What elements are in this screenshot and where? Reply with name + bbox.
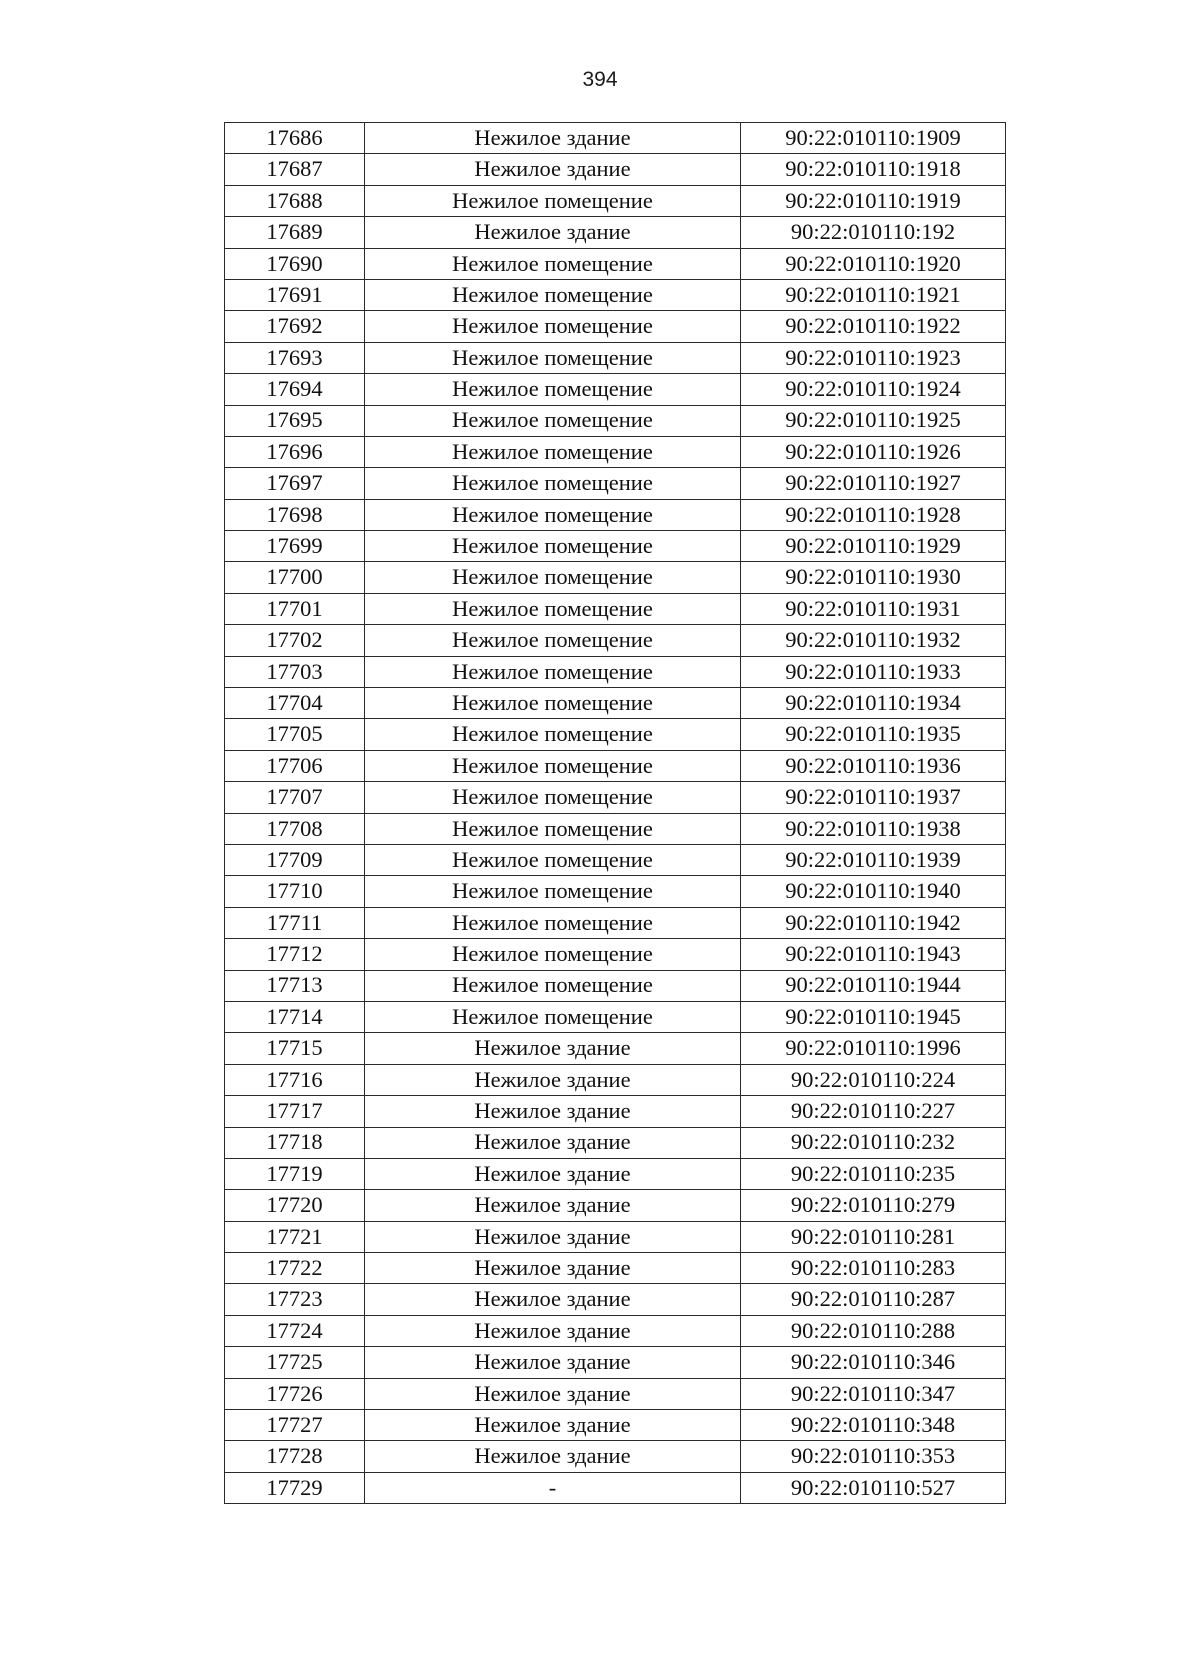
- row-number-cell: 17717: [225, 1096, 365, 1127]
- table-row: [225, 217, 1006, 248]
- table-row: [225, 1033, 1006, 1064]
- cadastral-number-cell: 90:22:010110:348: [741, 1410, 1006, 1441]
- object-type-cell: Нежилое помещение: [365, 813, 741, 844]
- row-number-cell: 17697: [225, 468, 365, 499]
- row-number-cell: 17721: [225, 1221, 365, 1252]
- cadastral-number-cell: 90:22:010110:1927: [741, 468, 1006, 499]
- object-type-cell: Нежилое здание: [365, 154, 741, 185]
- object-type-cell: Нежилое здание: [365, 217, 741, 248]
- row-number-cell: 17696: [225, 436, 365, 467]
- table-row: [225, 1315, 1006, 1346]
- cadastral-number-cell: 90:22:010110:347: [741, 1378, 1006, 1409]
- cadastral-number-cell: 90:22:010110:1943: [741, 939, 1006, 970]
- table-row: [225, 1001, 1006, 1032]
- row-number-cell: 17712: [225, 939, 365, 970]
- table-row: [225, 154, 1006, 185]
- cadastral-number-cell: 90:22:010110:1934: [741, 688, 1006, 719]
- object-type-cell: Нежилое помещение: [365, 562, 741, 593]
- object-type-cell: Нежилое помещение: [365, 342, 741, 373]
- object-type-cell: -: [365, 1472, 741, 1503]
- table-row: [225, 656, 1006, 687]
- row-number-cell: 17711: [225, 907, 365, 938]
- table-row: [225, 625, 1006, 656]
- object-type-cell: Нежилое помещение: [365, 405, 741, 436]
- table-row: [225, 688, 1006, 719]
- cadastral-number-cell: 90:22:010110:1920: [741, 248, 1006, 279]
- table-row: [225, 1253, 1006, 1284]
- page-number: 394: [582, 68, 618, 91]
- table-body: [225, 123, 1006, 1504]
- table-row: [225, 1378, 1006, 1409]
- row-number-cell: 17726: [225, 1378, 365, 1409]
- table-row: [225, 876, 1006, 907]
- cadastral-number-cell: 90:22:010110:1923: [741, 342, 1006, 373]
- cadastral-number-cell: 90:22:010110:1935: [741, 719, 1006, 750]
- object-type-cell: Нежилое помещение: [365, 719, 741, 750]
- object-type-cell: Нежилое помещение: [365, 625, 741, 656]
- row-number-cell: 17713: [225, 970, 365, 1001]
- object-type-cell: Нежилое помещение: [365, 970, 741, 1001]
- cadastral-number-cell: 90:22:010110:232: [741, 1127, 1006, 1158]
- row-number-cell: 17693: [225, 342, 365, 373]
- object-type-cell: Нежилое здание: [365, 1441, 741, 1472]
- object-type-cell: Нежилое помещение: [365, 374, 741, 405]
- cadastral-number-cell: 90:22:010110:1921: [741, 279, 1006, 310]
- row-number-cell: 17718: [225, 1127, 365, 1158]
- object-type-cell: Нежилое помещение: [365, 185, 741, 216]
- table-row: [225, 1221, 1006, 1252]
- object-type-cell: Нежилое помещение: [365, 750, 741, 781]
- object-type-cell: Нежилое здание: [365, 1347, 741, 1378]
- object-type-cell: Нежилое помещение: [365, 593, 741, 624]
- row-number-cell: 17689: [225, 217, 365, 248]
- object-type-cell: Нежилое помещение: [365, 782, 741, 813]
- table-row: [225, 907, 1006, 938]
- table-row: [225, 405, 1006, 436]
- table-row: [225, 436, 1006, 467]
- property-registry-table: [224, 122, 1006, 1504]
- row-number-cell: 17692: [225, 311, 365, 342]
- object-type-cell: Нежилое помещение: [365, 1001, 741, 1032]
- cadastral-number-cell: 90:22:010110:1924: [741, 374, 1006, 405]
- row-number-cell: 17720: [225, 1190, 365, 1221]
- row-number-cell: 17691: [225, 279, 365, 310]
- table-row: [225, 342, 1006, 373]
- table-row: [225, 123, 1006, 154]
- object-type-cell: Нежилое помещение: [365, 876, 741, 907]
- object-type-cell: Нежилое помещение: [365, 436, 741, 467]
- cadastral-number-cell: 90:22:010110:1938: [741, 813, 1006, 844]
- table-row: [225, 374, 1006, 405]
- table-row: [225, 311, 1006, 342]
- object-type-cell: Нежилое помещение: [365, 311, 741, 342]
- object-type-cell: Нежилое здание: [365, 1253, 741, 1284]
- cadastral-number-cell: 90:22:010110:1928: [741, 499, 1006, 530]
- cadastral-number-cell: 90:22:010110:1937: [741, 782, 1006, 813]
- object-type-cell: Нежилое здание: [365, 1190, 741, 1221]
- row-number-cell: 17724: [225, 1315, 365, 1346]
- object-type-cell: Нежилое помещение: [365, 279, 741, 310]
- object-type-cell: Нежилое здание: [365, 1315, 741, 1346]
- cadastral-number-cell: 90:22:010110:1931: [741, 593, 1006, 624]
- table-row: [225, 1096, 1006, 1127]
- row-number-cell: 17688: [225, 185, 365, 216]
- cadastral-number-cell: 90:22:010110:1942: [741, 907, 1006, 938]
- row-number-cell: 17714: [225, 1001, 365, 1032]
- row-number-cell: 17710: [225, 876, 365, 907]
- table-row: [225, 248, 1006, 279]
- table-row: [225, 1441, 1006, 1472]
- row-number-cell: 17723: [225, 1284, 365, 1315]
- table-row: [225, 499, 1006, 530]
- object-type-cell: Нежилое помещение: [365, 499, 741, 530]
- table-row: [225, 719, 1006, 750]
- cadastral-number-cell: 90:22:010110:1919: [741, 185, 1006, 216]
- cadastral-number-cell: 90:22:010110:1909: [741, 123, 1006, 154]
- cadastral-number-cell: 90:22:010110:1996: [741, 1033, 1006, 1064]
- object-type-cell: Нежилое здание: [365, 123, 741, 154]
- object-type-cell: Нежилое помещение: [365, 939, 741, 970]
- cadastral-number-cell: 90:22:010110:1926: [741, 436, 1006, 467]
- object-type-cell: Нежилое помещение: [365, 688, 741, 719]
- cadastral-number-cell: 90:22:010110:281: [741, 1221, 1006, 1252]
- row-number-cell: 17695: [225, 405, 365, 436]
- cadastral-number-cell: 90:22:010110:283: [741, 1253, 1006, 1284]
- cadastral-number-cell: 90:22:010110:1944: [741, 970, 1006, 1001]
- row-number-cell: 17715: [225, 1033, 365, 1064]
- object-type-cell: Нежилое здание: [365, 1284, 741, 1315]
- table-row: [225, 844, 1006, 875]
- row-number-cell: 17700: [225, 562, 365, 593]
- object-type-cell: Нежилое здание: [365, 1064, 741, 1095]
- table-row: [225, 531, 1006, 562]
- row-number-cell: 17706: [225, 750, 365, 781]
- cadastral-number-cell: 90:22:010110:287: [741, 1284, 1006, 1315]
- cadastral-number-cell: 90:22:010110:346: [741, 1347, 1006, 1378]
- cadastral-number-cell: 90:22:010110:279: [741, 1190, 1006, 1221]
- cadastral-number-cell: 90:22:010110:227: [741, 1096, 1006, 1127]
- object-type-cell: Нежилое помещение: [365, 907, 741, 938]
- table-row: [225, 970, 1006, 1001]
- object-type-cell: Нежилое здание: [365, 1096, 741, 1127]
- cadastral-number-cell: 90:22:010110:1933: [741, 656, 1006, 687]
- table-row: [225, 1472, 1006, 1503]
- table-row: [225, 1064, 1006, 1095]
- row-number-cell: 17709: [225, 844, 365, 875]
- object-type-cell: Нежилое здание: [365, 1378, 741, 1409]
- table-row: [225, 1284, 1006, 1315]
- table-row: [225, 813, 1006, 844]
- row-number-cell: 17725: [225, 1347, 365, 1378]
- row-number-cell: 17729: [225, 1472, 365, 1503]
- table-row: [225, 185, 1006, 216]
- row-number-cell: 17686: [225, 123, 365, 154]
- cadastral-number-cell: 90:22:010110:192: [741, 217, 1006, 248]
- cadastral-number-cell: 90:22:010110:353: [741, 1441, 1006, 1472]
- table-row: [225, 750, 1006, 781]
- object-type-cell: Нежилое помещение: [365, 531, 741, 562]
- table-row: [225, 1347, 1006, 1378]
- row-number-cell: 17699: [225, 531, 365, 562]
- cadastral-number-cell: 90:22:010110:1922: [741, 311, 1006, 342]
- table-row: [225, 279, 1006, 310]
- object-type-cell: Нежилое помещение: [365, 844, 741, 875]
- cadastral-number-cell: 90:22:010110:1932: [741, 625, 1006, 656]
- table-row: [225, 1127, 1006, 1158]
- cadastral-number-cell: 90:22:010110:1945: [741, 1001, 1006, 1032]
- row-number-cell: 17690: [225, 248, 365, 279]
- cadastral-number-cell: 90:22:010110:224: [741, 1064, 1006, 1095]
- row-number-cell: 17716: [225, 1064, 365, 1095]
- object-type-cell: Нежилое здание: [365, 1158, 741, 1189]
- table-row: [225, 939, 1006, 970]
- row-number-cell: 17708: [225, 813, 365, 844]
- cadastral-number-cell: 90:22:010110:1930: [741, 562, 1006, 593]
- object-type-cell: Нежилое помещение: [365, 656, 741, 687]
- row-number-cell: 17707: [225, 782, 365, 813]
- row-number-cell: 17698: [225, 499, 365, 530]
- object-type-cell: Нежилое здание: [365, 1410, 741, 1441]
- table-row: [225, 1158, 1006, 1189]
- table-row: [225, 1410, 1006, 1441]
- cadastral-number-cell: 90:22:010110:1939: [741, 844, 1006, 875]
- object-type-cell: Нежилое здание: [365, 1127, 741, 1158]
- table-row: [225, 468, 1006, 499]
- object-type-cell: Нежилое помещение: [365, 248, 741, 279]
- table-row: [225, 782, 1006, 813]
- row-number-cell: 17728: [225, 1441, 365, 1472]
- cadastral-number-cell: 90:22:010110:288: [741, 1315, 1006, 1346]
- cadastral-number-cell: 90:22:010110:1940: [741, 876, 1006, 907]
- row-number-cell: 17705: [225, 719, 365, 750]
- table-row: [225, 1190, 1006, 1221]
- row-number-cell: 17727: [225, 1410, 365, 1441]
- object-type-cell: Нежилое здание: [365, 1221, 741, 1252]
- row-number-cell: 17701: [225, 593, 365, 624]
- object-type-cell: Нежилое помещение: [365, 468, 741, 499]
- row-number-cell: 17694: [225, 374, 365, 405]
- cadastral-number-cell: 90:22:010110:527: [741, 1472, 1006, 1503]
- row-number-cell: 17702: [225, 625, 365, 656]
- row-number-cell: 17719: [225, 1158, 365, 1189]
- table-row: [225, 562, 1006, 593]
- row-number-cell: 17704: [225, 688, 365, 719]
- cadastral-number-cell: 90:22:010110:235: [741, 1158, 1006, 1189]
- row-number-cell: 17703: [225, 656, 365, 687]
- cadastral-number-cell: 90:22:010110:1925: [741, 405, 1006, 436]
- cadastral-number-cell: 90:22:010110:1918: [741, 154, 1006, 185]
- row-number-cell: 17722: [225, 1253, 365, 1284]
- object-type-cell: Нежилое здание: [365, 1033, 741, 1064]
- cadastral-number-cell: 90:22:010110:1936: [741, 750, 1006, 781]
- table-row: [225, 593, 1006, 624]
- cadastral-number-cell: 90:22:010110:1929: [741, 531, 1006, 562]
- row-number-cell: 17687: [225, 154, 365, 185]
